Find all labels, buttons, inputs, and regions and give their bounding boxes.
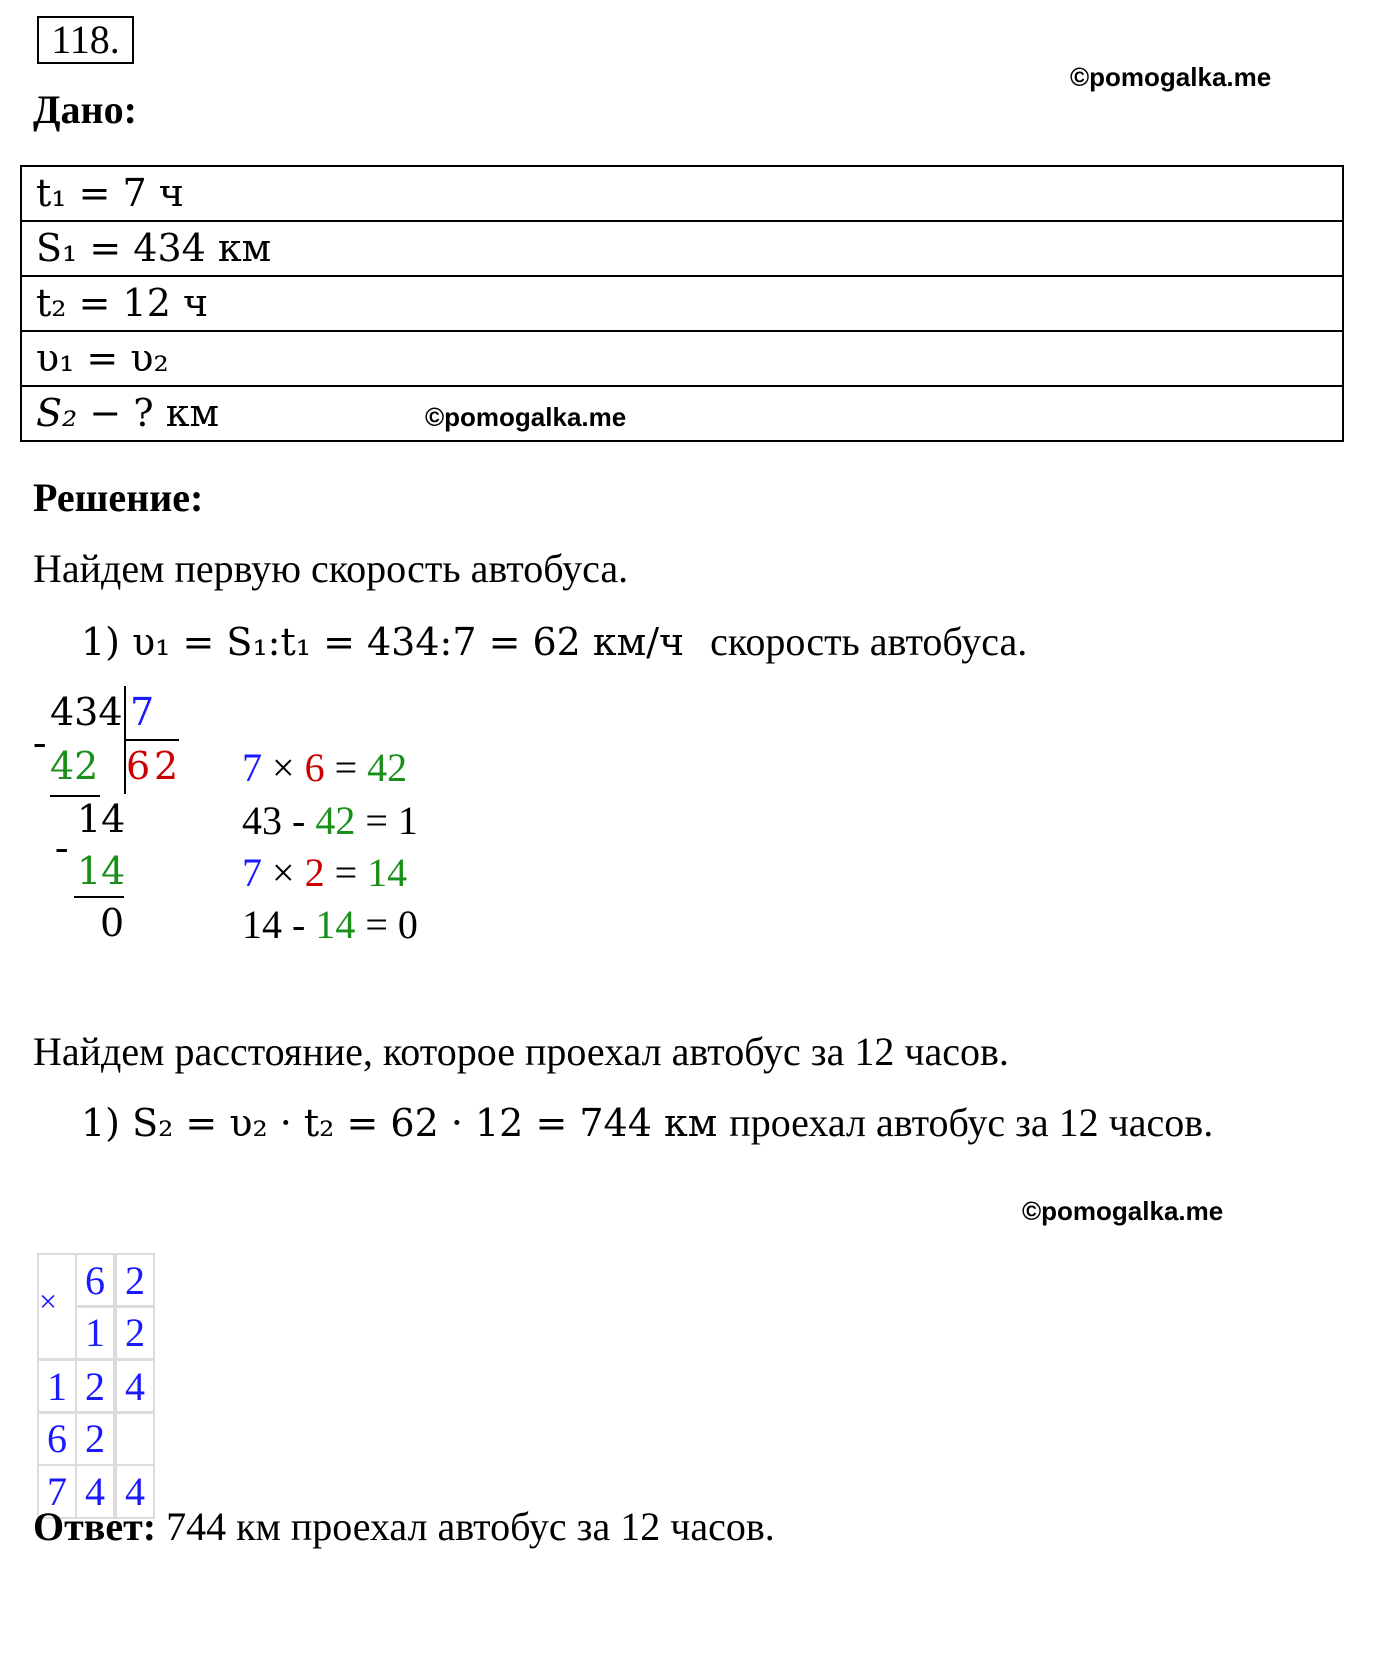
minus-sign: -	[33, 719, 47, 764]
check-line: 7 × 6 = 42	[242, 745, 408, 790]
multiply-sign: ×	[39, 1283, 58, 1319]
quotient-digit: 2	[154, 744, 179, 788]
quotient-digit: 6	[126, 744, 151, 788]
step1-formula: 1) υ₁ = S₁:t₁ = 434:7 = 62 км/ч	[81, 620, 685, 664]
answer-label: Ответ:	[33, 1504, 157, 1549]
solution-heading: Решение:	[33, 475, 204, 520]
given-row: S₁ = 434 км	[21, 221, 1343, 276]
grid-cell: 2	[115, 1253, 155, 1308]
given-row: t₁ = 7 ч	[21, 166, 1343, 221]
answer-text: 744 км проехал автобус за 12 часов.	[156, 1504, 775, 1549]
grid-cell: 6	[75, 1253, 115, 1308]
step2-formula: 1) S₂ = υ₂ · t₂ = 62 · 12 = 744 км	[81, 1101, 718, 1145]
check-line: 7 × 2 = 14	[242, 850, 408, 895]
underline	[74, 896, 124, 898]
grid-cell: 2	[115, 1305, 155, 1360]
given-table	[20, 165, 1344, 442]
given-row: t₂ = 12 ч	[21, 276, 1343, 331]
grid-cell: 1	[75, 1305, 115, 1360]
grid-cell: 4	[115, 1359, 155, 1414]
given-heading: Дано:	[33, 87, 137, 132]
check-line: 43 - 42 = 1	[242, 798, 418, 843]
remainder: 0	[100, 901, 125, 945]
grid-cell: 7	[37, 1464, 77, 1519]
grid-cell: 4	[75, 1464, 115, 1519]
dividend: 434	[50, 690, 123, 734]
grid-cell: 2	[75, 1411, 115, 1466]
given-row: S₂ − ? км	[21, 386, 1343, 441]
watermark: ©pomogalka.me	[1070, 62, 1272, 92]
watermark: ©pomogalka.me	[1022, 1196, 1224, 1226]
divisor: 7	[130, 690, 155, 734]
grid-cell	[115, 1411, 155, 1466]
answer-line	[33, 1503, 775, 1550]
grid-cell: 4	[115, 1464, 155, 1519]
step2-intro: Найдем расстояние, которое проехал автобус за 12 часов.	[33, 1029, 1009, 1074]
remainder: 14	[77, 797, 126, 841]
watermark: ©pomogalka.me	[425, 402, 627, 432]
step1-comment: скорость автобуса.	[710, 619, 1028, 664]
grid-cell: 1	[37, 1359, 77, 1414]
step1-intro: Найдем первую скорость автобуса.	[33, 546, 629, 591]
step2-comment: проехал автобус за 12 часов.	[729, 1100, 1214, 1145]
grid-cell: 2	[75, 1359, 115, 1414]
check-line: 14 - 14 = 0	[242, 902, 418, 947]
given-row: υ₁ = υ₂	[21, 331, 1343, 386]
subtrahend: 14	[77, 849, 126, 893]
grid-cell: 6	[37, 1411, 77, 1466]
minus-sign: -	[55, 824, 69, 869]
subtrahend: 42	[50, 744, 99, 788]
division-bar	[124, 739, 179, 741]
task-number: 118.	[37, 16, 134, 64]
